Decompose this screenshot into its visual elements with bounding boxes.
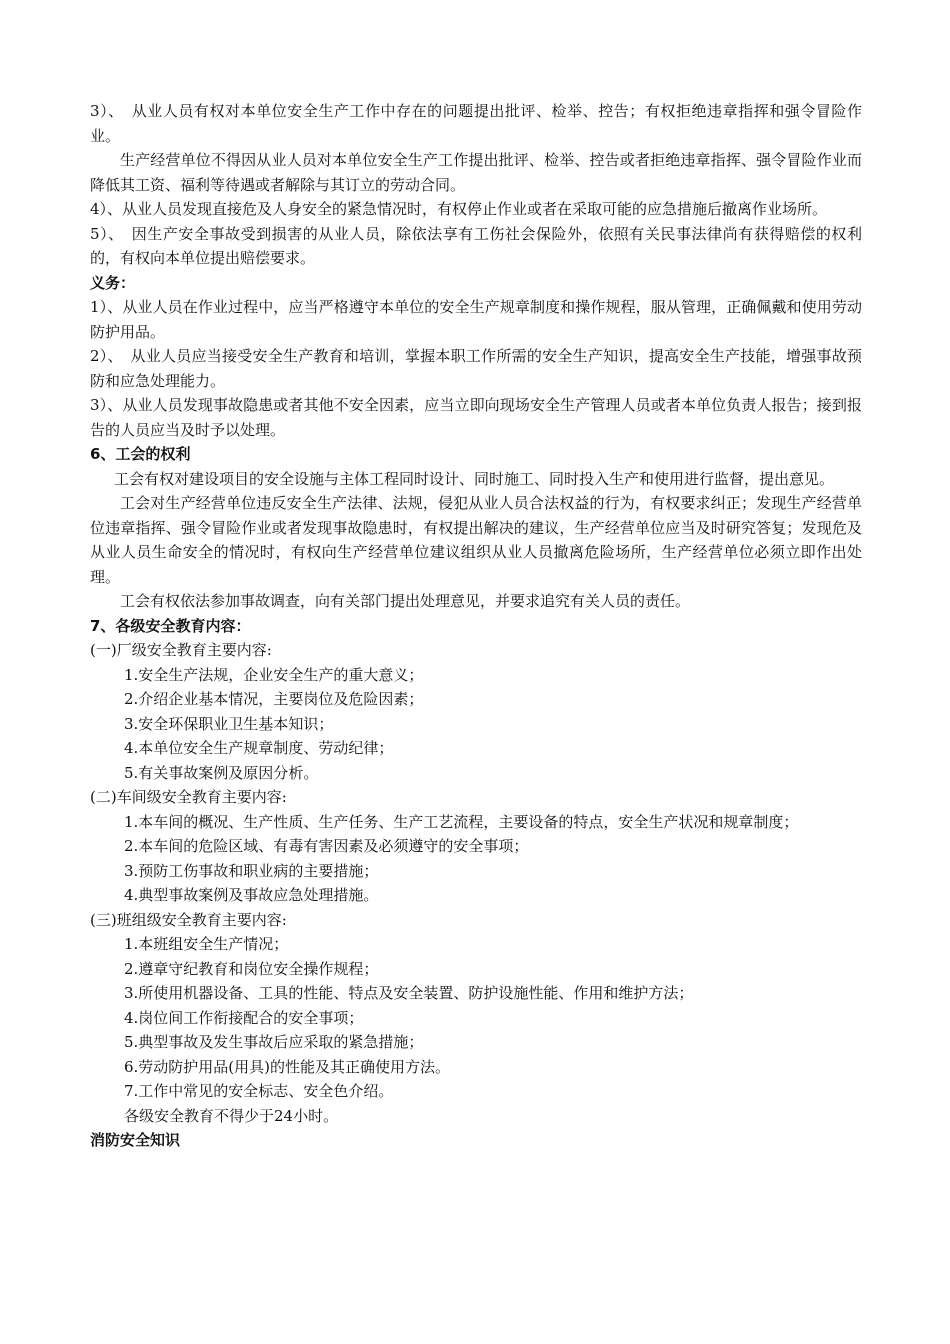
education-hours-note: 各级安全教育不得少于24小时。 xyxy=(124,1106,339,1125)
document-body xyxy=(90,99,862,1153)
union-paragraph-1: 工会有权对建设项目的安全设施与主体工程同时设计、同时施工、同时投入生产和使用进行监督，提出意见。 xyxy=(114,469,835,488)
team-level-title: (三)班组级安全教育主要内容: xyxy=(90,910,287,929)
duties-heading: 义务： xyxy=(90,273,136,292)
duty-item-2: 2）、 从业人员应当接受安全生产教育和培训，掌握本职工作所需的安全生产知识，提高安全生产技能，增强事故预防和应急处理能力。 xyxy=(90,347,862,390)
union-heading: 6、工会的权利 xyxy=(90,445,191,463)
team-item-3: 3.所使用机器设备、工具的性能、特点及安全装置、防护设施性能、作用和维护方法； xyxy=(124,984,694,1002)
team-item-5: 5.典型事故及发生事故后应采取的紧急措施； xyxy=(124,1033,424,1051)
factory-item-3: 3.安全环保职业卫生基本知识； xyxy=(124,714,334,733)
workshop-item-3: 3.预防工伤事故和职业病的主要措施； xyxy=(124,861,379,880)
fire-safety-heading: 消防安全知识 xyxy=(90,1131,181,1149)
factory-item-1: 1.安全生产法规，企业安全生产的重大意义； xyxy=(124,665,424,684)
factory-item-4: 4.本单位安全生产规章制度、劳动纪律； xyxy=(124,739,394,757)
workshop-item-4: 4.典型事故案例及事故应急处理措施。 xyxy=(124,886,379,904)
team-item-7: 7.工作中常见的安全标志、安全色介绍。 xyxy=(124,1082,394,1100)
workshop-item-1: 1.本车间的概况、生产性质、生产任务、生产工艺流程，主要设备的特点，安全生产状况和规章制度； xyxy=(124,812,799,831)
duty-item-1: 1）、从业人员在作业过程中，应当严格遵守本单位的安全生产规章制度和操作规程，服从管理，正确佩戴和使用劳动防护用品。 xyxy=(90,298,862,341)
union-paragraph-2: 工会对生产经营单位违反安全生产法律、法规，侵犯从业人员合法权益的行为，有权要求纠正；发现生产经营单位违章指挥、强令冒险作业或者发现事故隐患时，有权提出解决的建议，生产经营单位应当及时研究答复；发现危及从业人员生命安全的情况时，有权向生产经营单位建议组织从业人员撤离危险场所，生产经营单位必须立即作出处理。 xyxy=(90,494,862,586)
workshop-level-title: (二)车间级安全教育主要内容: xyxy=(90,788,287,806)
team-item-1: 1.本班组安全生产情况； xyxy=(124,935,289,953)
duty-item-3: 3）、从业人员发现事故隐患或者其他不安全因素，应当立即向现场安全生产管理人员或者本单位负责人报告；接到报告的人员应当及时予以处理。 xyxy=(90,396,862,439)
team-item-4: 4.岗位间工作衔接配合的安全事项； xyxy=(124,1008,364,1027)
factory-item-2: 2.介绍企业基本情况，主要岗位及危险因素； xyxy=(124,690,424,708)
union-paragraph-3: 工会有权依法参加事故调查，向有关部门提出处理意见，并要求追究有关人员的责任。 xyxy=(120,592,691,610)
factory-item-5: 5.有关事故案例及原因分析。 xyxy=(124,763,319,782)
education-heading: 7、各级安全教育内容： xyxy=(90,616,251,635)
right-item-4: 4）、从业人员发现直接危及人身安全的紧急情况时，有权停止作业或者在采取可能的应急措施后撤离作业场所。 xyxy=(90,200,828,218)
right-item-5: 5）、 因生产安全事故受到损害的从业人员，除依法享有工伤社会保险外，依照有关民事法律尚有获得赔偿的权利的，有权向本单位提出赔偿要求。 xyxy=(90,224,862,267)
right-item-3: 3）、 从业人员有权对本单位安全生产工作中存在的问题提出批评、检举、控告；有权拒绝违章指挥和强令冒险作业。 xyxy=(90,102,862,145)
right-item-3-note: 生产经营单位不得因从业人员对本单位安全生产工作提出批评、检举、控告或者拒绝违章指挥、强令冒险作业而降低其工资、福利等待遇或者解除与其订立的劳动合同。 xyxy=(90,151,862,194)
workshop-item-2: 2.本车间的危险区域、有毒有害因素及必须遵守的安全事项； xyxy=(124,837,529,855)
factory-level-title: (一)厂级安全教育主要内容: xyxy=(90,641,272,659)
team-item-6: 6.劳动防护用品(用具)的性能及其正确使用方法。 xyxy=(124,1057,451,1076)
team-item-2: 2.遵章守纪教育和岗位安全操作规程； xyxy=(124,959,379,978)
